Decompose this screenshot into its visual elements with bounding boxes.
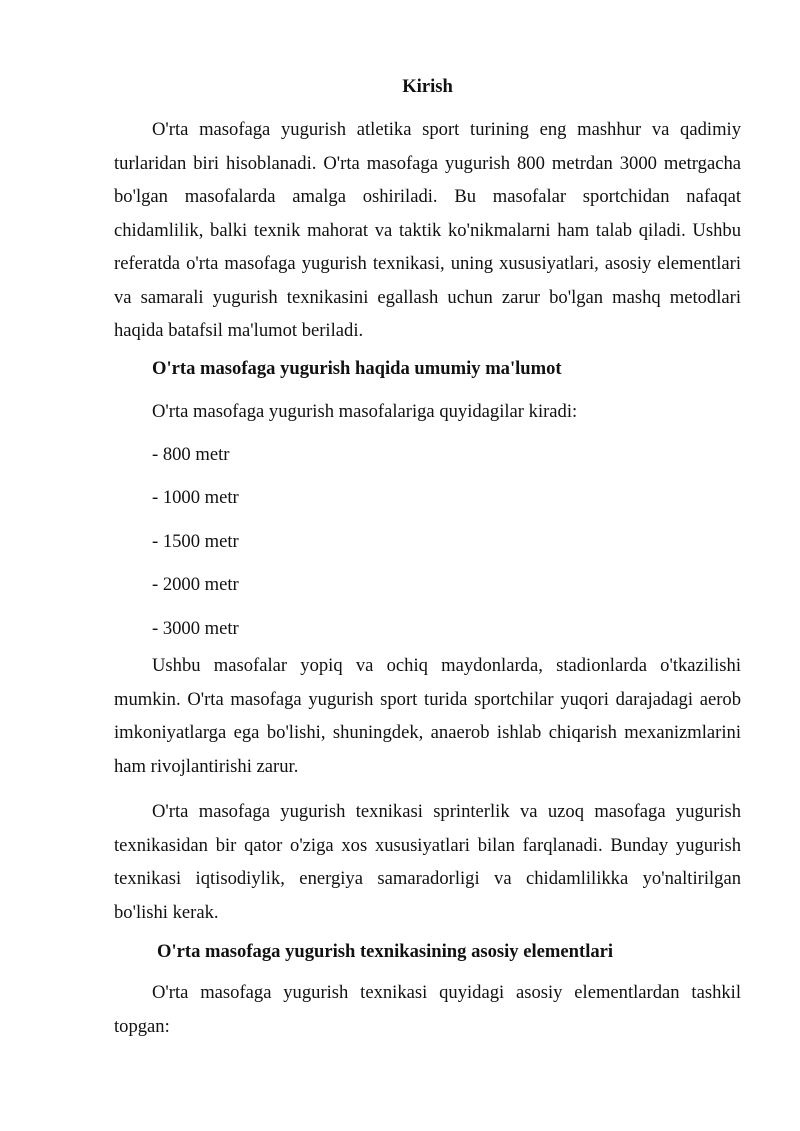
technique-paragraph: O'rta masofaga yugurish texnikasi sprinterlik va uzoq masofaga yugurish texnikasidan bir qator o'ziga xos xususiyatlari bilan farqlanadi. Bunday yugurish texnikasi iqtisodiylik, energiya samaradorligi va chidamlilikka yo'naltirilgan bo'lishi kerak. (114, 801, 741, 923)
list-item: - 2000 metr (152, 574, 239, 595)
list-item: - 1000 metr (152, 487, 239, 508)
document-title: Kirish (402, 76, 453, 97)
intro-paragraph: O'rta masofaga yugurish atletika sport turining eng mashhur va qadimiy turlaridan biri hisoblanadi. O'rta masofaga yugurish 800 metrdan 3000 metrgacha bo'lgan masofalarda amalga oshiriladi. Bu masofalar sportchidan nafaqat chidamlilik, balki texnik mahorat va taktik ko'nikmalarni ham talab qiladi. Ushbu referatda o'rta masofaga yugurish texnikasi, uning xususiyatlari, asosiy elementlari va samarali yugurish texnikasini egallash uchun zarur bo'lgan mashq metodlari haqida batafsil ma'lumot beriladi. (114, 119, 741, 341)
section-heading-technique-elements: O'rta masofaga yugurish texnikasining asosiy elementlari (157, 941, 614, 962)
elements-paragraph: O'rta masofaga yugurish texnikasi quyidagi asosiy elementlardan tashkil topgan: (114, 982, 741, 1037)
section-heading-general-info: O'rta masofaga yugurish haqida umumiy ma'lumot (152, 358, 562, 379)
list-item: - 3000 metr (152, 618, 239, 639)
list-item: - 800 metr (152, 444, 230, 465)
distances-intro-text: O'rta masofaga yugurish masofalariga quyidagilar kiradi: (152, 401, 578, 422)
venues-paragraph: Ushbu masofalar yopiq va ochiq maydonlarda, stadionlarda o'tkazilishi mumkin. O'rta masofaga yugurish sport turida sportchilar yuqori darajadagi aerob imkoniyatlarga ega bo'lishi, shuningdek, anaerob ishlab chiqarish mexanizmlarini ham rivojlantirishi zarur. (114, 655, 741, 777)
list-item: - 1500 metr (152, 531, 239, 552)
